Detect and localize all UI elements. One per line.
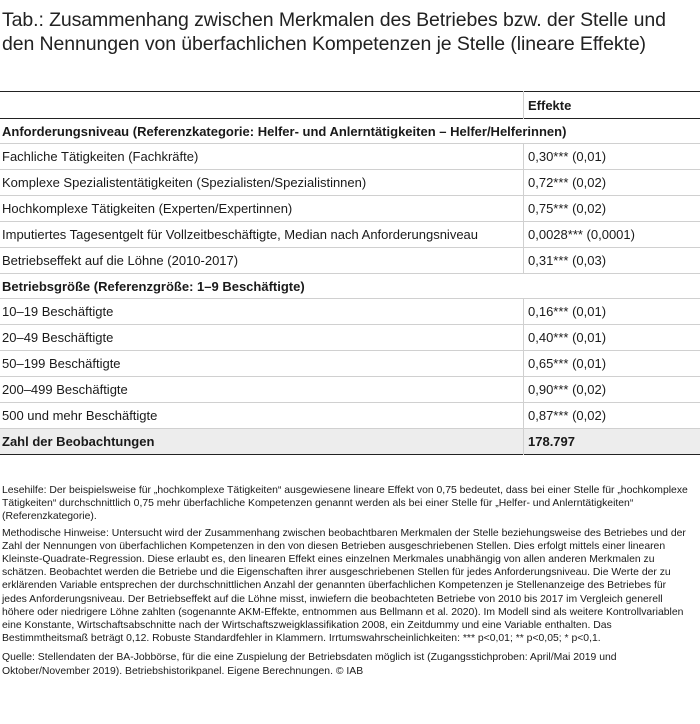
- source-note: Quelle: Stellendaten der BA-Jobbörse, für die eine Zuspielung der Betriebsdaten möglich ist (Zugangsstichproben: April/Mai 2019 und Oktober/November 2019). Betriebshistorikpanel. Eigene Berechnungen. © IAB: [2, 652, 617, 677]
- results-table: [0, 91, 700, 455]
- lesehilfe-note: Lesehilfe: Der beispielsweise für „hochkomplexe Tätigkeiten“ ausgewiesene lineare Effekt von 0,75 bedeutet, dass bei einer Stelle für „hochkomplexe Tätigkeiten“ durchschnittlich 0,75 mehr überfachliche Kompetenzen genannt werden als bei einer Stelle für „Helfer- und Anlerntätigkeiten“ (Referenzkategorie).: [2, 485, 688, 523]
- row-value: 0,30*** (0,01): [524, 144, 700, 170]
- row-value: 0,72*** (0,02): [524, 170, 700, 196]
- row-value: 0,16*** (0,01): [524, 299, 700, 325]
- total-row: [0, 429, 700, 455]
- row-label: Betriebseffekt auf die Löhne (2010-2017): [2, 253, 239, 268]
- row-label: Imputiertes Tagesentgelt für Vollzeitbeschäftigte, Median nach Anforderungsniveau: [2, 227, 479, 242]
- row-label: Hochkomplexe Tätigkeiten (Experten/Expertinnen): [2, 201, 293, 216]
- table-row: [0, 196, 700, 222]
- table-row: [0, 248, 700, 274]
- table-row: [0, 170, 700, 196]
- row-label: 50–199 Beschäftigte: [2, 356, 121, 371]
- row-value: 0,31*** (0,03): [524, 248, 700, 274]
- row-label: Fachliche Tätigkeiten (Fachkräfte): [2, 149, 199, 164]
- row-label: 500 und mehr Beschäftigte: [2, 408, 158, 423]
- section-label: Anforderungsniveau (Referenzkategorie: Helfer- und Anlerntätigkeiten – Helfer/Helferinnen): [2, 123, 567, 139]
- row-value: 0,65*** (0,01): [524, 351, 700, 377]
- row-label: Komplexe Spezialistentätigkeiten (Spezialisten/Spezialistinnen): [2, 175, 367, 190]
- table-row: [0, 325, 700, 351]
- row-value: 0,90*** (0,02): [524, 377, 700, 403]
- row-value: 0,0028*** (0,0001): [524, 222, 700, 248]
- row-value: 0,40*** (0,01): [524, 325, 700, 351]
- section-betriebsgroesse: [0, 274, 700, 299]
- total-label: Zahl der Beobachtungen: [2, 434, 155, 449]
- page-title: Tab.: Zusammenhang zwischen Merkmalen des Betriebes bzw. der Stelle und den Nennungen von überfachlichen Kompetenzen je Stelle (lineare Effekte): [2, 9, 666, 55]
- row-label: 20–49 Beschäftigte: [2, 330, 114, 345]
- table-row: [0, 403, 700, 429]
- header-effekte: Effekte: [524, 92, 700, 119]
- row-label: 200–499 Beschäftigte: [2, 382, 128, 397]
- section-anforderungsniveau: [0, 119, 700, 144]
- row-value: 0,75*** (0,02): [524, 196, 700, 222]
- methodik-note: Methodische Hinweise: Untersucht wird der Zusammenhang zwischen beobachtbaren Merkmalen der Stelle beziehungsweise des Betriebes und der Zahl der Nennungen von überfachlichen Kompetenzen in den von diesen Betrieben ausgeschriebenen Stellen. Dies erfolgt mittels einer linearen Kleinste-Quadrate-Regression. Diese erlaubt es, den linearen Effekt eines einzelnen Merkmales unabhängig von allen anderen Merkmalen zu schätzen. Beobachtet werden die Betriebe und die Eigenschaften ihrer ausgeschriebenen Stellen für jedes Anforderungsniveau. Die Werte der zu erklärenden Variable entsprechen der durchschnittlichen Anzahl der genannten überfachlichen Kompetenzen je Stellenanzeige des Betriebes für jedes Anforderungsniveau. Der Betriebseffekt auf die Löhne misst, inwiefern die beobachteten Betriebe von 2010 bis 2017 im Vergleich generell höhere oder niedrigere Löhne zahlten (sogenannte AKM-Effekte, entnommen aus Bellmann et al. 2020). Im Modell sind als weitere Kontrollvariablen eine Konstante, Wirtschaftsabschnitte nach der Wirtschaftszweigklassifikation 2008, ein Zeitdummy und eine Variable enthalten. Das Bestimmtheitsmaß beträgt 0,12. Robuste Standardfehler in Klammern. Irrtumswahrscheinlichkeiten: *** p<0,01; ** p<0,05; * p<0,1.: [2, 527, 686, 645]
- footnotes: [2, 484, 692, 681]
- section-label: Betriebsgröße (Referenzgröße: 1–9 Beschäftigte): [2, 278, 305, 294]
- table-row: [0, 351, 700, 377]
- table-row: [0, 377, 700, 403]
- total-value: 178.797: [524, 429, 700, 455]
- table-header-row: [0, 92, 700, 119]
- table-row: [0, 144, 700, 170]
- row-label: 10–19 Beschäftigte: [2, 304, 114, 319]
- row-value: 0,87*** (0,02): [524, 403, 700, 429]
- header-label: [0, 92, 524, 119]
- table-row: [0, 299, 700, 325]
- table-row: [0, 222, 700, 248]
